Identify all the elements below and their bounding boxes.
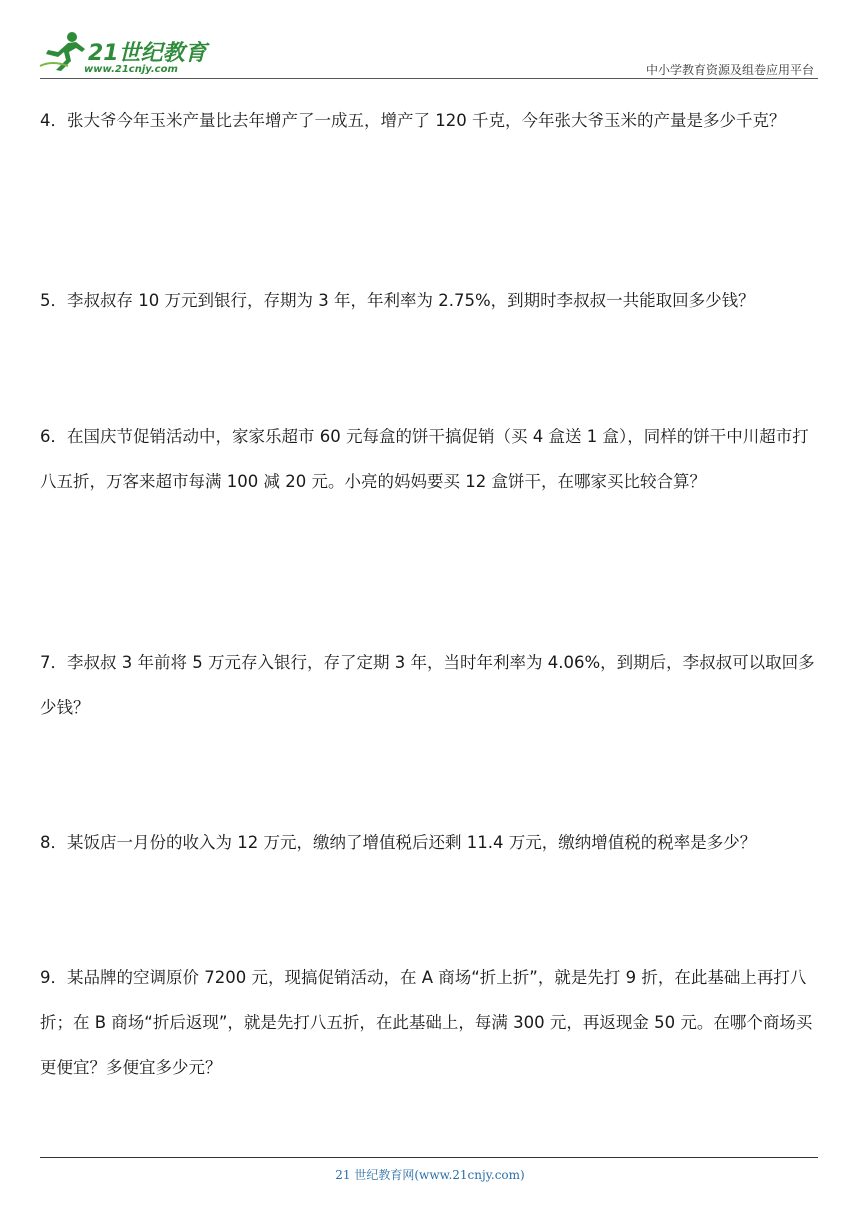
question-4: 4．张大爷今年玉米产量比去年增产了一成五，增产了 120 千克，今年张大爷玉米的产量是多少千克？ xyxy=(40,111,786,130)
logo-text: 21世纪教育 xyxy=(88,41,207,66)
logo xyxy=(38,30,208,80)
question-8: 8．某饭店一月份的收入为 12 万元，缴纳了增值税后还剩 11.4 万元，缴纳增值税的税率是多少？ xyxy=(40,833,757,852)
runner-logo-icon xyxy=(38,30,88,72)
footer-divider xyxy=(40,1157,818,1158)
question-6: 6．在国庆节促销活动中，家家乐超市 60 元每盒的饼干搞促销（买 4 盒送 1 盒），同样的饼干中川超市打八五折，万客来超市每满 100 减 20 元。小亮的妈妈要买 12 盒饼干，在哪家买比较合算？ xyxy=(40,427,809,491)
header-divider xyxy=(40,78,818,79)
platform-title: 中小学教育资源及组卷应用平台 xyxy=(645,63,814,77)
question-9: 9．某品牌的空调原价 7200 元，现搞促销活动，在 A 商场“折上折”，就是先打 9 折，在此基础上再打八折；在 B 商场“折后返现”，就是先打八五折，在此基础上，每满 300 元，再返现金 50 元。在哪个商场买更便宜？多便宜多少元？ xyxy=(40,968,813,1077)
question-7: 7．李叔叔 3 年前将 5 万元存入银行，存了定期 3 年，当时年利率为 4.06%，到期后，李叔叔可以取回多少钱？ xyxy=(40,653,815,717)
question-5: 5．李叔叔存 10 万元到银行，存期为 3 年，年利率为 2.75%，到期时李叔叔一共能取回多少钱？ xyxy=(40,291,755,310)
logo-url: www.21cnjy.com xyxy=(84,64,178,75)
page-header xyxy=(0,0,860,80)
footer-text: 21 世纪教育网(www.21cnjy.com) xyxy=(335,1168,525,1182)
